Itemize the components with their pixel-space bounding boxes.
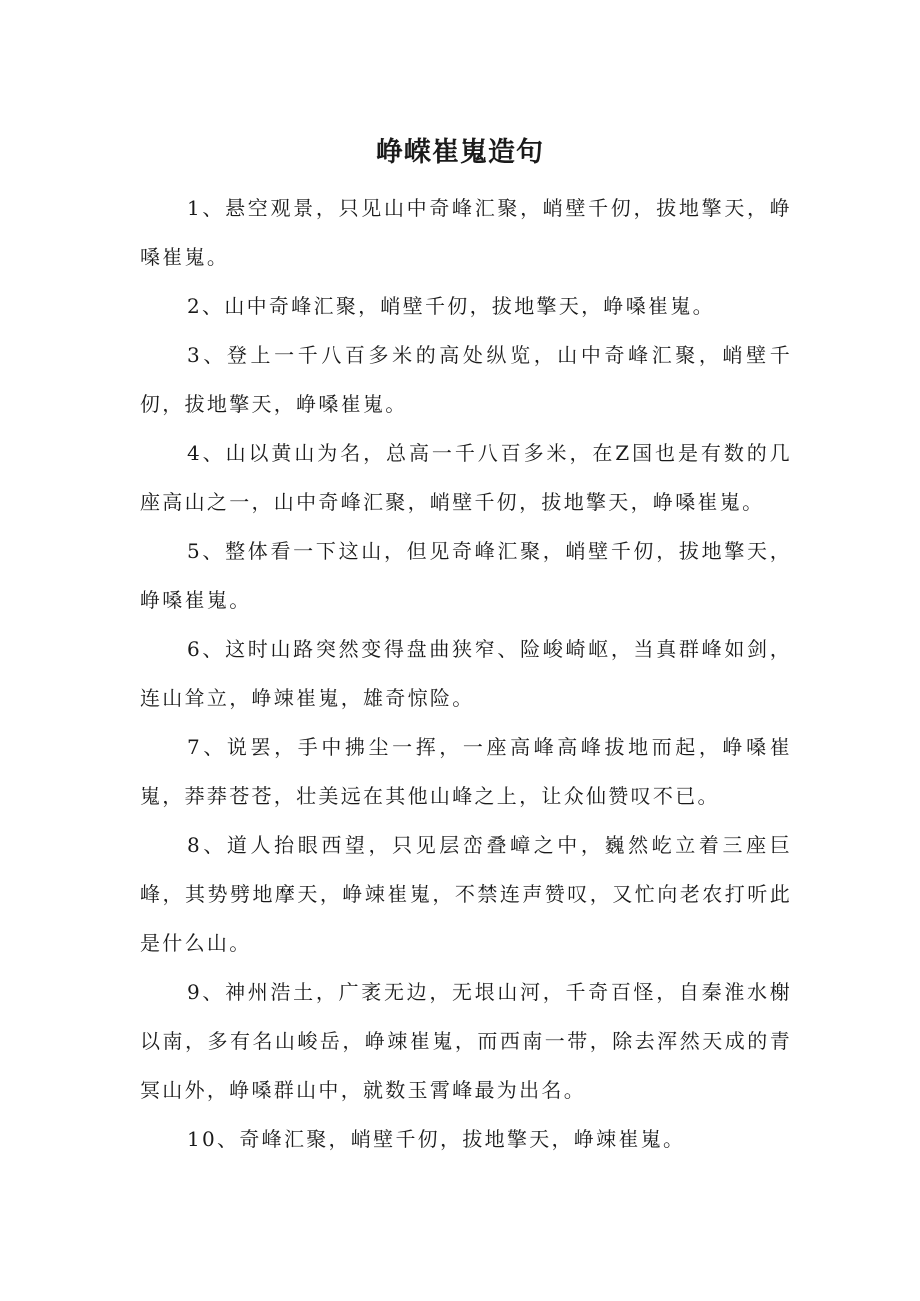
sentence-paragraph: 1、悬空观景，只见山中奇峰汇聚，峭壁千仞，拔地擎天，峥嗓崔嵬。 [140,196,792,269]
sentence-paragraph: 7、说罢，手中拂尘一挥，一座高峰高峰拔地而起，峥嗓崔嵬，莽莽苍苍，壮美远在其他山峰之上，让众仙赞叹不已。 [140,735,792,808]
sentence-paragraph: 4、山以黄山为名，总高一千八百多米，在Z国也是有数的几座高山之一，山中奇峰汇聚，峭壁千仞，拔地擎天，峥嗓崔嵬。 [140,441,792,514]
document-title: 峥嵘崔嵬造句 [376,137,544,168]
sentence-paragraph: 3、登上一千八百多米的高处纵览，山中奇峰汇聚，峭壁千仞，拔地擎天，峥嗓崔嵬。 [140,343,792,416]
sentence-paragraph: 5、整体看一下这山，但见奇峰汇聚，峭壁千仞，拔地擎天，峥嗓崔嵬。 [140,539,792,612]
sentence-paragraph: 6、这时山路突然变得盘曲狭窄、险峻崎岖，当真群峰如剑，连山耸立，峥竦崔嵬，雄奇惊险。 [140,637,792,710]
sentence-paragraph: 9、神州浩土，广袤无边，无垠山河，千奇百怪，自秦淮水榭以南，多有名山峻岳，峥竦崔嵬，而西南一带，除去浑然天成的青冥山外，峥嗓群山中，就数玉霄峰最为出名。 [140,980,792,1102]
sentence-paragraph: 8、道人抬眼西望，只见层峦叠嶂之中，巍然屹立着三座巨峰，其势劈地摩天，峥竦崔嵬，不禁连声赞叹，又忙向老农打听此是什么山。 [140,833,792,955]
sentence-paragraph: 2、山中奇峰汇聚，峭壁千仞，拔地擎天，峥嗓崔嵬。 [187,294,715,318]
sentence-paragraph: 10、奇峰汇聚，峭壁千仞，拔地擎天，峥竦崔嵬。 [187,1127,686,1151]
document-body [140,184,792,1164]
